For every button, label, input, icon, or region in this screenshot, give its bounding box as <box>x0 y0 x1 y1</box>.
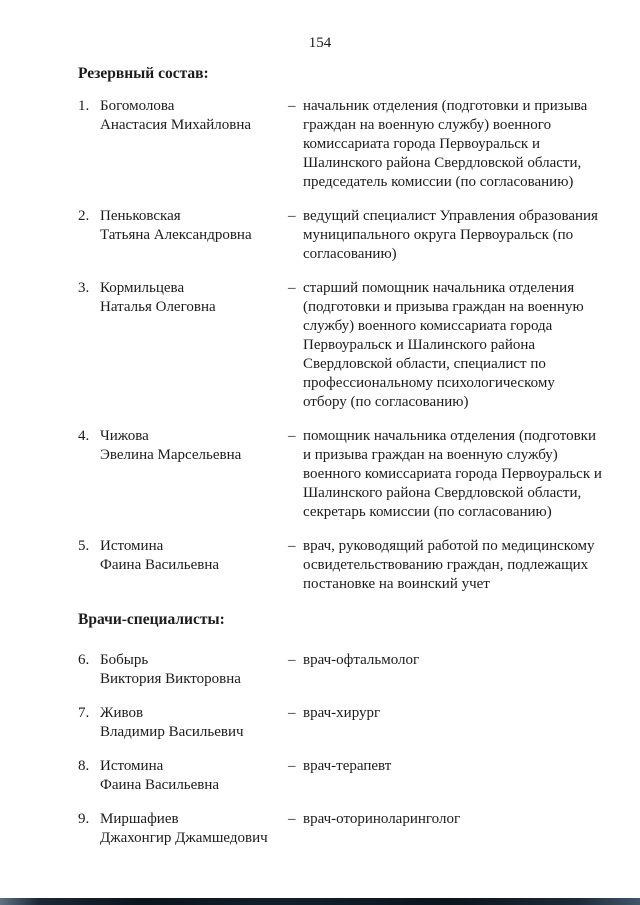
entry-number: 2. <box>78 208 90 224</box>
entry-role: начальник отделения (подготовки и призыва граждан на военную службу) военного комиссариата города Первоуральск и Шалинского района Свердловской области, председатель комиссии (по согласованию) <box>303 98 588 190</box>
entry-role: врач-терапевт <box>303 758 392 774</box>
entry-given-name: Эвелина Марсельевна <box>100 447 242 463</box>
entry-name <box>100 97 288 192</box>
entry-role: помощник начальника отделения (подготовки и призыва граждан на военную службу) военного комиссариата города Первоуральск и Шалинского района Свердловской области, секретарь комиссии (по согласованию) <box>303 428 602 520</box>
entry-name <box>100 279 288 412</box>
entry-dash: – <box>288 705 296 721</box>
entry-role: ведущий специалист Управления образования муниципального округа Первоуральск (по согласованию) <box>303 208 598 262</box>
roster-entry <box>78 97 602 192</box>
entry-given-name: Виктория Викторовна <box>100 671 241 687</box>
entry-name <box>100 810 288 848</box>
scan-edge-artifact <box>0 898 640 905</box>
entry-number: 5. <box>78 538 90 554</box>
entry-dash: – <box>288 98 296 114</box>
entry-given-name: Джахонгир Джамшедович <box>100 830 268 846</box>
roster-entry <box>78 207 602 264</box>
entry-surname: Кормильцева <box>100 280 185 296</box>
entry-dash: – <box>288 811 296 827</box>
entry-given-name: Фаина Васильевна <box>100 557 220 573</box>
entry-role: врач, руководящий работой по медицинскому освидетельствованию граждан, подлежащих постановке на воинский учет <box>303 538 595 592</box>
roster-entry <box>78 704 602 742</box>
entry-role: врач-хирург <box>303 705 381 721</box>
entry-dash: – <box>288 428 296 444</box>
doctors-roster-list <box>78 651 602 848</box>
entry-role: врач-оториноларинголог <box>303 811 461 827</box>
document-content <box>0 64 640 848</box>
entry-surname: Живов <box>100 705 144 721</box>
entry-surname: Бобырь <box>100 652 149 668</box>
entry-surname: Истомина <box>100 538 164 554</box>
entry-number: 4. <box>78 428 90 444</box>
entry-name <box>100 651 288 689</box>
entry-number: 9. <box>78 811 90 827</box>
entry-number: 3. <box>78 280 90 296</box>
entry-surname: Чижова <box>100 428 149 444</box>
entry-surname: Богомолова <box>100 98 175 114</box>
entry-role: старший помощник начальника отделения (подготовки и призыва граждан на военную службу) военного комиссариата города Первоуральск и Шалинского района Свердловской области, специалист по профессиональному психологическому отбору (по согласованию) <box>303 280 584 410</box>
page-number: 154 <box>308 35 332 51</box>
entry-dash: – <box>288 538 296 554</box>
entry-surname: Пеньковская <box>100 208 181 224</box>
entry-number: 8. <box>78 758 90 774</box>
entry-name <box>100 704 288 742</box>
roster-entry <box>78 651 602 689</box>
roster-entry <box>78 279 602 412</box>
entry-name <box>100 537 288 594</box>
entry-dash: – <box>288 280 296 296</box>
entry-name <box>100 207 288 264</box>
section-heading-reserve: Резервный состав: <box>78 65 209 82</box>
roster-entry <box>78 810 602 848</box>
entry-dash: – <box>288 758 296 774</box>
entry-given-name: Фаина Васильевна <box>100 777 220 793</box>
entry-number: 1. <box>78 98 90 114</box>
entry-given-name: Татьяна Александровна <box>100 227 252 243</box>
entry-number: 6. <box>78 652 90 668</box>
entry-surname: Истомина <box>100 758 164 774</box>
roster-entry <box>78 537 602 594</box>
entry-given-name: Анастасия Михайловна <box>100 117 252 133</box>
roster-entry <box>78 427 602 522</box>
entry-name <box>100 757 288 795</box>
section-heading-doctors: Врачи-специалисты: <box>78 611 225 628</box>
entry-role: врач-офтальмолог <box>303 652 420 668</box>
entry-given-name: Владимир Васильевич <box>100 724 244 740</box>
entry-dash: – <box>288 208 296 224</box>
entry-surname: Миршафиев <box>100 811 179 827</box>
entry-dash: – <box>288 652 296 668</box>
roster-entry <box>78 757 602 795</box>
entry-number: 7. <box>78 705 90 721</box>
entry-given-name: Наталья Олеговна <box>100 299 216 315</box>
reserve-roster-list <box>78 97 602 594</box>
entry-name <box>100 427 288 522</box>
